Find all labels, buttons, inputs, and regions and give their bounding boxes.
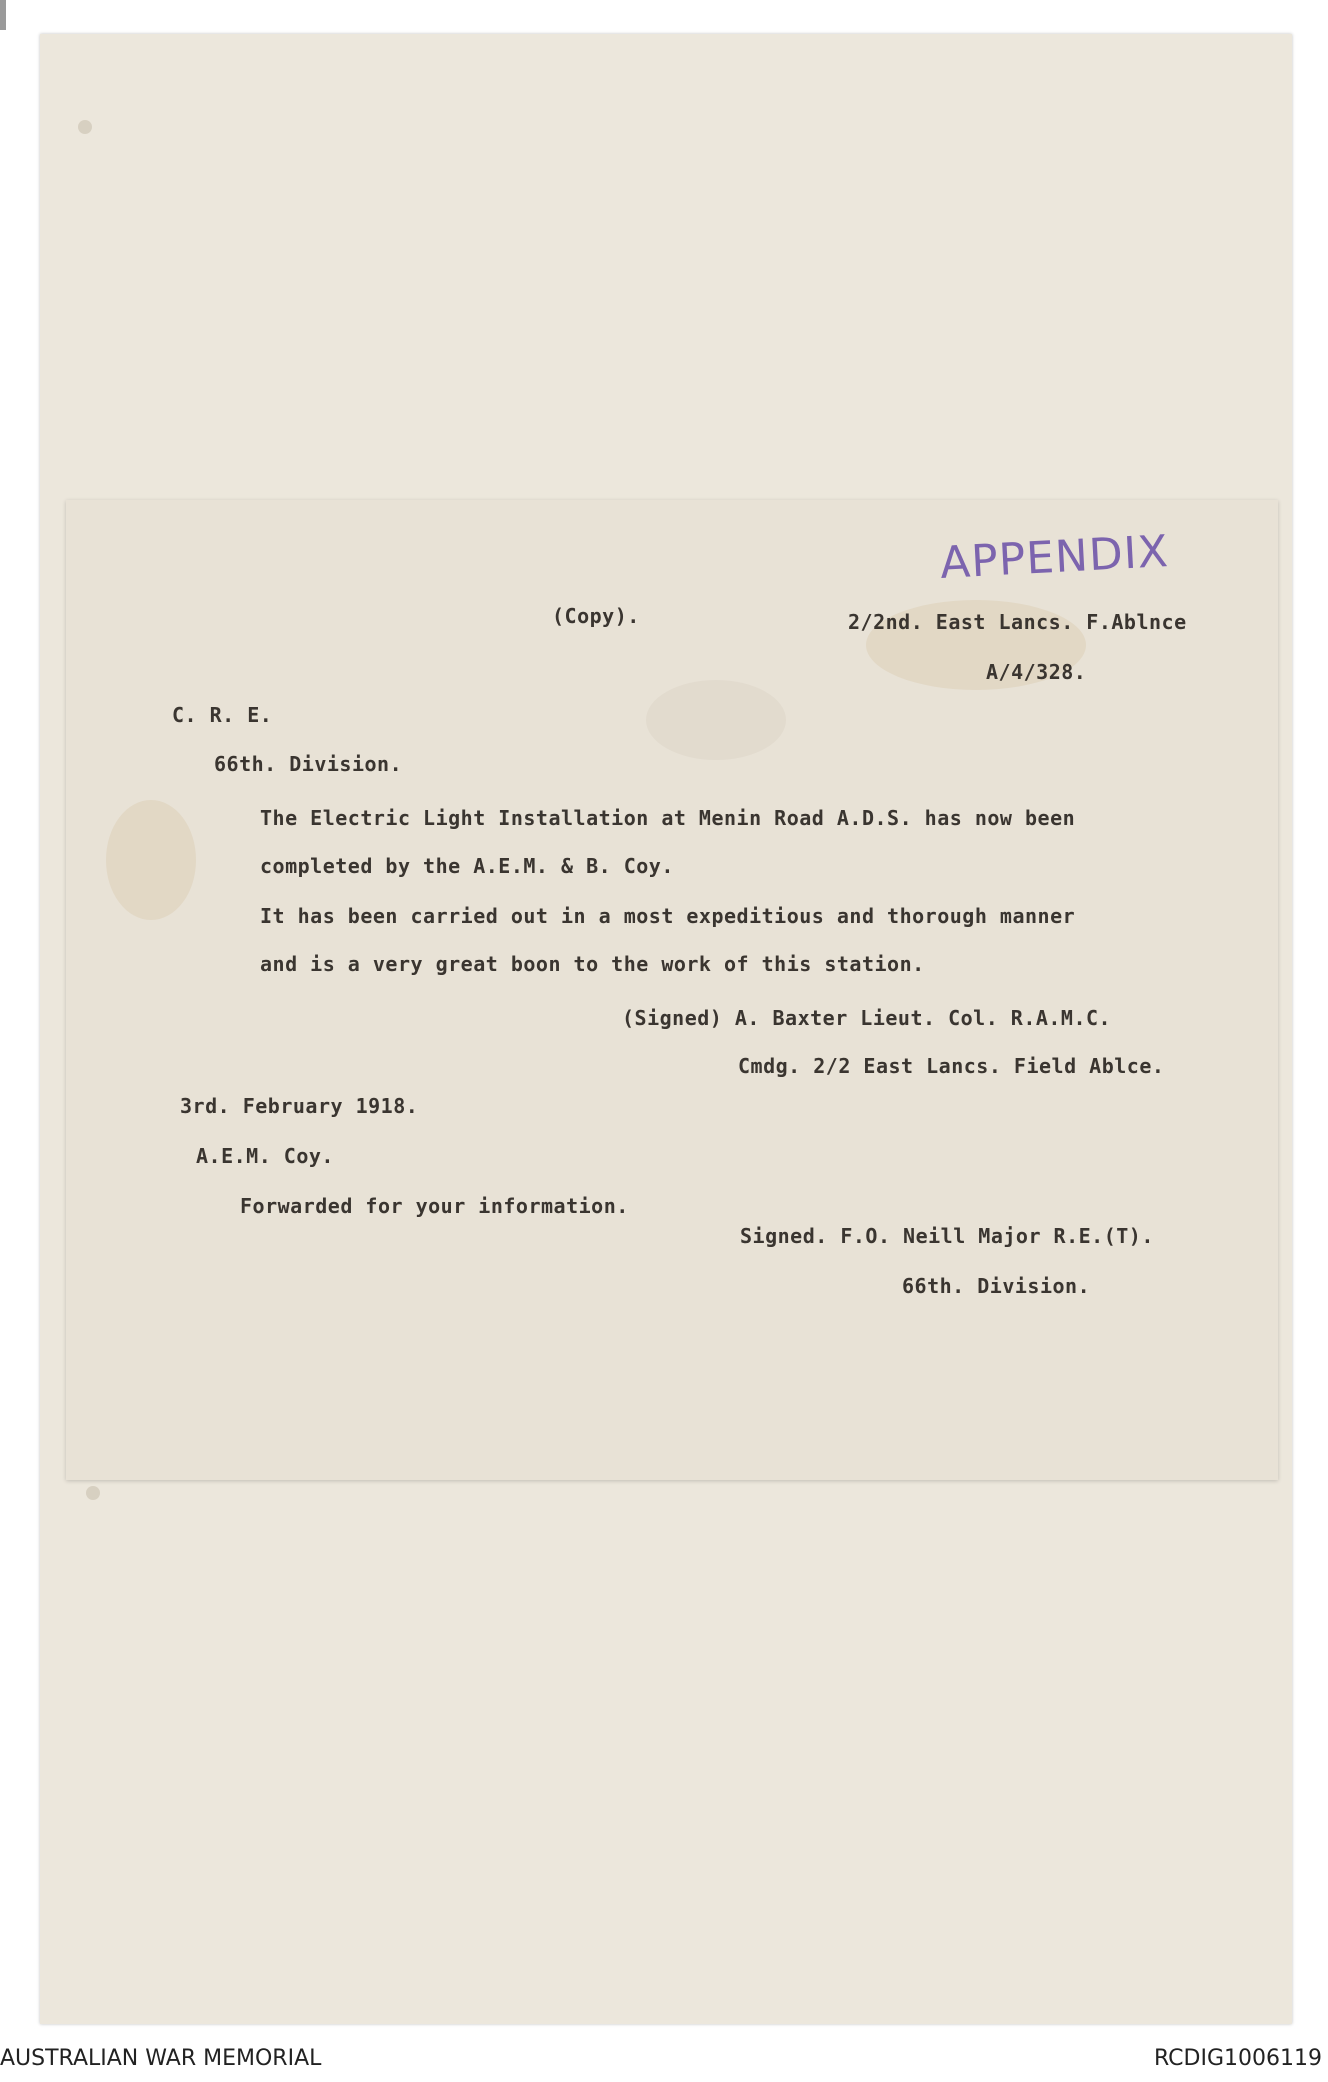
reference-number: A/4/328.: [986, 660, 1087, 684]
signature-2-line-2: 66th. Division.: [902, 1274, 1091, 1298]
body-line-2: completed by the A.E.M. & B. Coy.: [260, 854, 674, 878]
unit-header: 2/2nd. East Lancs. F.Ablnce: [848, 610, 1187, 634]
footer-institution: AUSTRALIAN WAR MEMORIAL: [0, 2046, 322, 2071]
appendix-stamp: APPENDIX: [938, 526, 1171, 589]
signature-1-line-1: (Signed) A. Baxter Lieut. Col. R.A.M.C.: [622, 1006, 1112, 1030]
addressee-line-1: C. R. E.: [172, 703, 273, 727]
signature-1-line-2: Cmdg. 2/2 East Lancs. Field Ablce.: [738, 1054, 1165, 1078]
body-line-3: It has been carried out in a most expeditious and thorough manner: [260, 904, 1076, 928]
stain-center: [646, 680, 786, 760]
stain-left: [106, 800, 196, 920]
footer-record-id: RCDIG1006119: [1153, 2046, 1322, 2071]
signature-2-line-1: Signed. F.O. Neill Major R.E.(T).: [740, 1224, 1154, 1248]
punch-hole-top: [78, 120, 92, 134]
addressee-line-2: 66th. Division.: [214, 752, 403, 776]
copy-label: (Copy).: [552, 604, 640, 628]
body-line-4: and is a very great boon to the work of this station.: [260, 952, 925, 976]
forward-text: Forwarded for your information.: [240, 1194, 629, 1218]
body-line-1: The Electric Light Installation at Menin Road A.D.S. has now been: [260, 806, 1076, 830]
date-line: 3rd. February 1918.: [180, 1094, 419, 1118]
punch-hole-lower: [86, 1486, 100, 1500]
corner-scan-mark: [0, 0, 6, 30]
forward-addressee: A.E.M. Coy.: [196, 1144, 334, 1168]
typed-copy-slip: [66, 500, 1278, 1480]
